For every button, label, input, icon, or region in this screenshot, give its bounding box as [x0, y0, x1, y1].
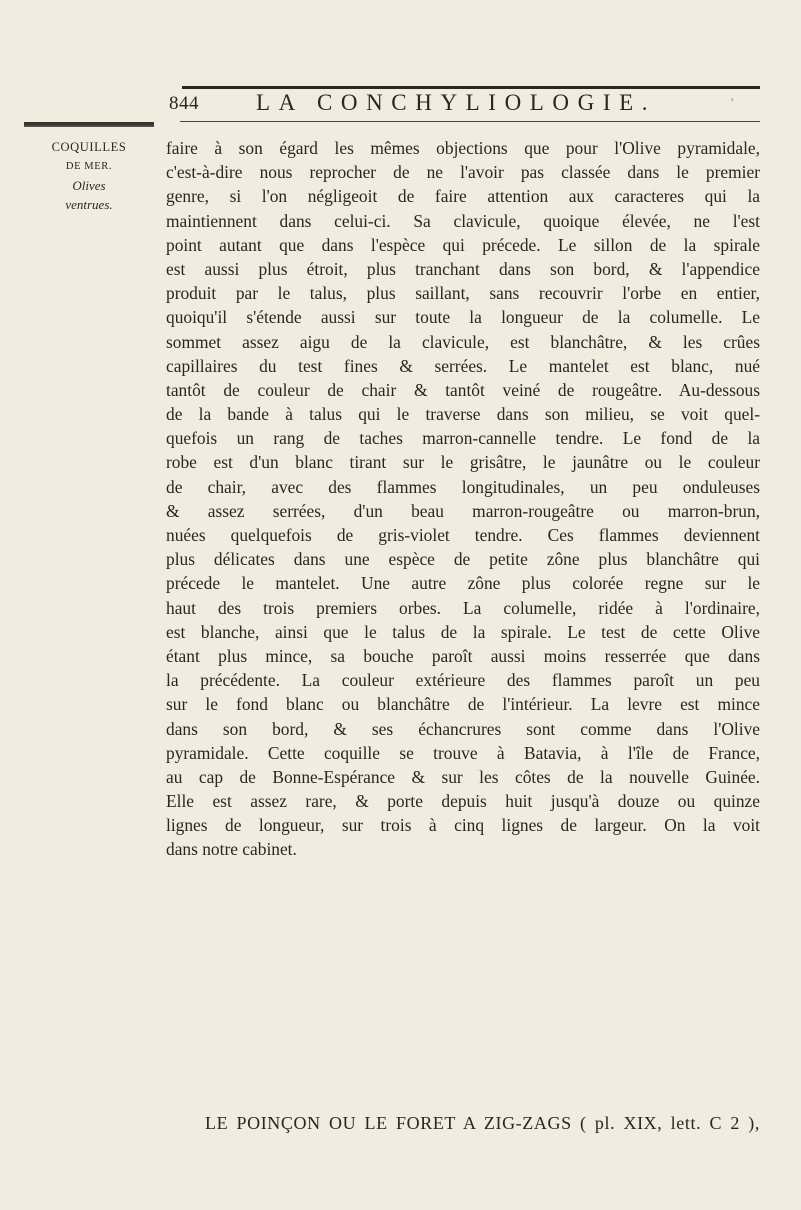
- text-line: lignes de longueur, sur trois à cinq lignes de largeur. On la voit: [166, 815, 760, 836]
- text-line: produit par le talus, plus saillant, sans recouvrir l'orbe en entier,: [166, 283, 760, 304]
- text-line: précede le mantelet. Une autre zône plus colorée regne sur le: [166, 573, 760, 594]
- margin-rule: [24, 122, 154, 127]
- text-line: nuées quelquefois de gris-violet tendre. Ces flammes deviennent: [166, 525, 760, 545]
- text-line: & assez serrées, d'un beau marron-rougeâtre ou marron-brun,: [166, 500, 760, 521]
- text-line: de la bande à talus qui le traverse dans son milieu, se voit quel-: [166, 404, 760, 425]
- text-line: plus délicates dans une espèce de petite zône plus blanchâtre qui: [166, 549, 760, 570]
- text-line: tantôt de couleur de chair & tantôt veiné de rougeâtre. Au-dessous: [166, 379, 760, 400]
- text-line: est aussi plus étroit, plus tranchant dans son bord, & l'appendice: [166, 258, 760, 279]
- marginal-line-1: COQUILLES: [51, 140, 127, 154]
- text-line: quefois un rang de taches marron-cannelle tendre. Le fond de la: [166, 428, 760, 449]
- running-title: LA CONCHYLIOLOGIE.: [256, 90, 657, 115]
- text-line: quoiqu'il s'étende aussi sur toute la longueur de la columelle. Le: [166, 307, 760, 328]
- text-line: capillaires du test fines & serrées. Le mantelet est blanc, nué: [166, 355, 760, 376]
- text-line: pyramidale. Cette coquille se trouve à Batavia, à l'île de France,: [166, 742, 760, 763]
- text-line: faire à son égard les mêmes objections que pour l'Olive pyramidale,: [166, 138, 760, 158]
- text-line: c'est-à-dire nous reprocher de ne l'avoir pas classée dans le premier: [166, 162, 760, 183]
- text-line: haut des trois premiers orbes. La columelle, ridée à l'ordinaire,: [166, 597, 760, 618]
- text-line: étant plus mince, sa bouche paroît aussi moins resserrée que dans: [166, 645, 760, 666]
- text-line: sur le fond blanc ou blanchâtre de l'intérieur. La levre est mince: [166, 694, 760, 715]
- text-line: sommet assez aigu de la clavicule, est blanchâtre, & les crûes: [166, 331, 760, 352]
- section-heading: LE POINÇON OU LE FORET A ZIG-ZAGS ( pl. XIX, lett. C 2 ),: [205, 1113, 760, 1133]
- header-rule: [180, 121, 760, 122]
- text-line: dans son bord, & ses échancrures sont comme dans l'Olive: [166, 718, 760, 739]
- text-line: Elle est assez rare, & porte depuis huit jusqu'à douze ou quinze: [166, 791, 760, 812]
- text-line: au cap de Bonne-Espérance & sur les côtes de la nouvelle Guinée.: [166, 766, 760, 787]
- text-line: point autant que dans l'espèce qui précede. Le sillon de la spirale: [166, 234, 760, 255]
- text-line: dans notre cabinet.: [166, 839, 297, 860]
- page-number: 844: [169, 93, 199, 114]
- marginal-line-4: ventrues.: [65, 197, 113, 212]
- top-rule: [182, 86, 760, 89]
- body-text: [166, 136, 760, 862]
- text-line: maintiennent dans celui-ci. Sa clavicule, quoique élevée, ne l'est: [166, 210, 760, 231]
- text-line: la précédente. La couleur extérieure des flammes paroît un peu: [166, 670, 760, 691]
- marginal-line-3: Olives: [72, 178, 106, 193]
- text-line: est blanche, ainsi que le talus de la spirale. Le test de cette Olive: [166, 621, 760, 642]
- header-mark: ': [731, 95, 734, 110]
- marginal-note: [20, 138, 158, 214]
- text-line: de chair, avec des flammes longitudinales, un peu onduleuses: [166, 476, 760, 497]
- text-line: genre, si l'on négligeoit de faire attention aux caracteres qui la: [166, 186, 760, 207]
- text-line: robe est d'un blanc tirant sur le grisâtre, le jaunâtre ou le couleur: [166, 452, 760, 473]
- marginal-line-2: DE MER.: [65, 161, 113, 172]
